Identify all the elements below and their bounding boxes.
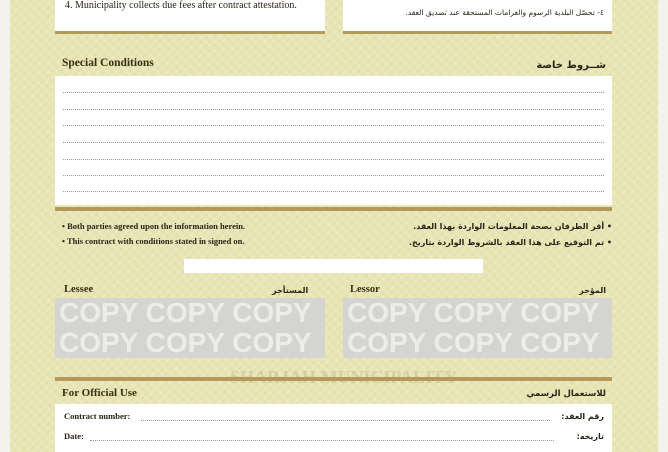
divider — [55, 377, 612, 381]
contract-page — [10, 0, 658, 452]
official-use-title-ar: للاستعمال الرسمي — [526, 389, 606, 399]
special-conditions-title-ar: شــروط خاصة — [536, 60, 606, 71]
copy-watermark: COPY COPY COPY — [347, 327, 600, 358]
terms-box-en — [55, 0, 325, 31]
divider — [55, 31, 325, 34]
lessor-label-ar: المؤجر — [579, 286, 606, 295]
contract-number-label-ar: رقم العقد: — [561, 412, 604, 421]
agreement-ar-2: • تم التوقيع على هذا العقد بالشروط الواردة بتاريخ. — [408, 238, 612, 247]
divider — [55, 207, 612, 211]
lessee-signature-area[interactable] — [55, 298, 325, 358]
signing-date-field[interactable] — [184, 259, 483, 273]
lessee-label: Lessee — [64, 284, 94, 295]
agreement-ar-1: • أقر الطرفان بصحة المعلومات الواردة بهذا العقد. — [413, 222, 612, 231]
copy-watermark: COPY COPY COPY — [59, 298, 312, 328]
agreement-en-2: • This contract with conditions stated in signed on. — [62, 236, 245, 246]
special-conditions-title: Special Conditions — [62, 57, 154, 69]
lessor-label: Lessor — [350, 284, 380, 295]
lessor-signature-area[interactable] — [343, 298, 612, 358]
date-field[interactable] — [90, 440, 554, 441]
contract-number-label: Contract number: — [64, 411, 131, 421]
divider — [343, 31, 612, 34]
official-use-title: For Official Use — [62, 387, 137, 399]
date-label-ar: تاريخه: — [576, 432, 604, 441]
term-4-ar: ٤- تحصّل البلدية الرسوم والغرامات المستحقة عند تصديق العقد. — [405, 8, 604, 17]
lessee-label-ar: المستأجر — [272, 286, 309, 295]
contract-number-field[interactable] — [141, 420, 550, 421]
copy-watermark: COPY COPY COPY — [59, 327, 312, 358]
terms-box-ar — [343, 0, 612, 31]
special-conditions-field[interactable] — [55, 76, 612, 205]
date-label: Date: — [64, 431, 84, 441]
term-4-en: 4. Municipality collects due fees after contract attestation. — [65, 0, 297, 11]
official-use-box — [55, 404, 612, 452]
agreement-en-1: • Both parties agreed upon the information herein. — [62, 221, 246, 231]
copy-watermark: COPY COPY COPY — [347, 298, 600, 328]
